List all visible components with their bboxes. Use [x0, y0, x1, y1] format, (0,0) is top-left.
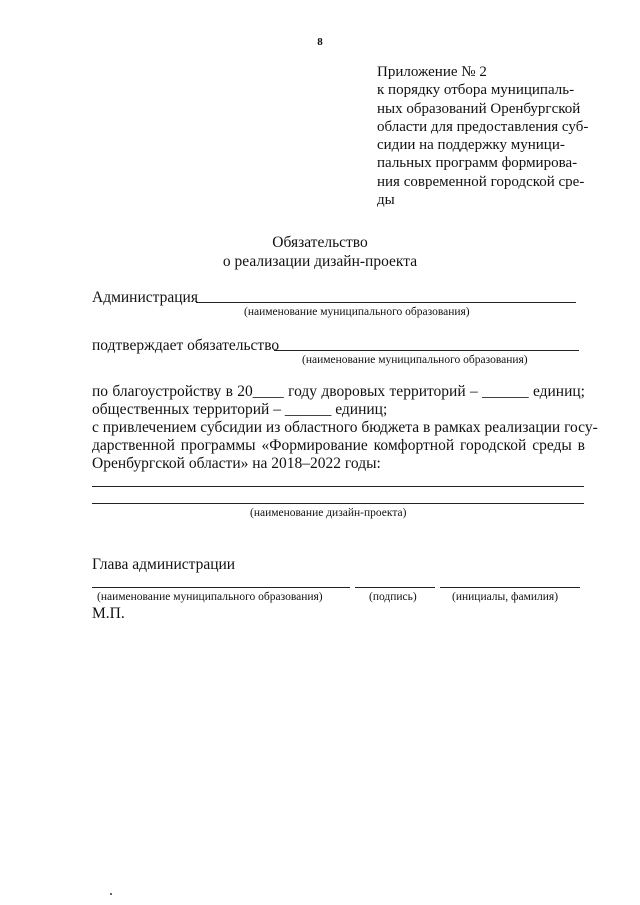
appendix-line: пальных программ формирова-: [377, 155, 578, 172]
body-line: по благоустройству в 20____ году дворовых территорий – ______ единиц;: [92, 383, 585, 400]
appendix-line: к порядку отбора муниципаль-: [377, 82, 575, 99]
body-line: дарственной программы «Формирование комфортной городской среды в: [92, 437, 585, 454]
confirms-label: подтверждает обязательство: [92, 337, 280, 354]
design-project-fill-line: [92, 486, 584, 487]
appendix-line: ды: [377, 192, 395, 209]
document-title: Обязательство: [272, 234, 368, 251]
body-line: с привлечением субсидии из областного бюджета в рамках реализации госу-: [92, 419, 598, 436]
document-subtitle: о реализации дизайн-проекта: [222, 253, 418, 270]
administration-label: Администрация: [92, 289, 198, 306]
appendix-line: ния современной городской сре-: [377, 173, 585, 190]
design-project-fill-line: [92, 503, 584, 504]
appendix-line: Приложение № 2: [377, 64, 487, 80]
body-line: общественных территорий – ______ единиц;: [92, 401, 388, 418]
appendix-line: области для предоставления суб-: [377, 118, 589, 135]
head-municipality-caption: (наименование муниципального образования): [97, 591, 323, 603]
body-line: Оренбургской области» на 2018–2022 годы:: [92, 455, 381, 472]
scan-speck: [110, 893, 112, 895]
confirms-caption: (наименование муниципального образования): [302, 354, 528, 366]
stamp-label: М.П.: [92, 605, 125, 622]
appendix-line: ных образований Оренбургской: [377, 100, 581, 117]
confirms-fill-line: [274, 350, 579, 351]
head-signature-caption: (подпись): [369, 591, 417, 603]
appendix-line: сидии на поддержку муници-: [377, 137, 565, 154]
head-initials-fill-line: [440, 587, 580, 588]
head-initials-caption: (инициалы, фамилия): [452, 591, 559, 603]
head-signature-fill-line: [355, 587, 435, 588]
page-number: 8: [317, 36, 323, 48]
administration-fill-line: [196, 302, 576, 303]
head-municipality-fill-line: [92, 587, 350, 588]
head-label: Глава администрации: [92, 556, 236, 573]
design-project-caption: (наименование дизайн-проекта): [250, 507, 407, 519]
administration-caption: (наименование муниципального образования): [244, 306, 470, 318]
appendix-header: [377, 63, 602, 209]
